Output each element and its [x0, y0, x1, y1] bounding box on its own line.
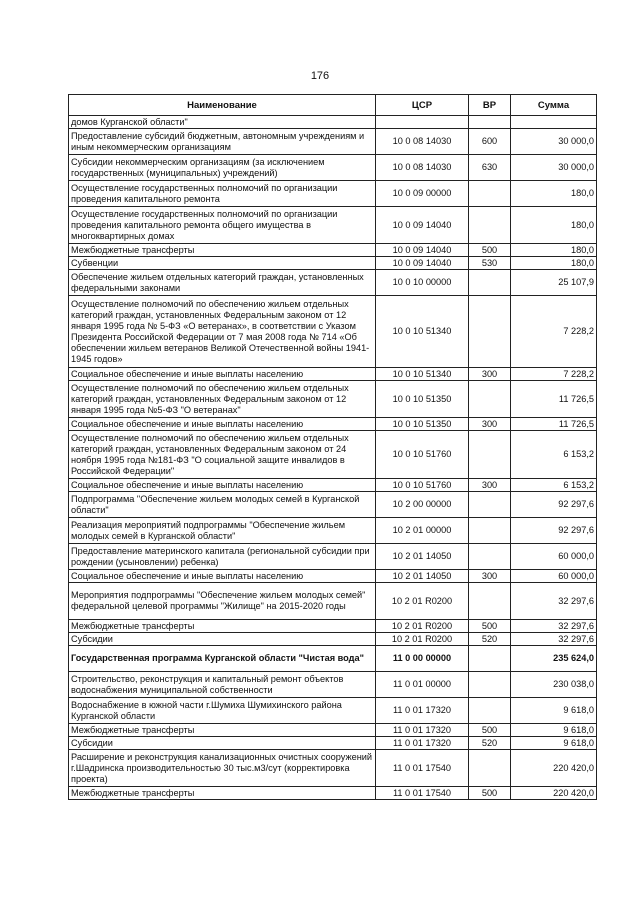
row-name: Реализация мероприятий подпрограммы "Обеспечение жильем молодых семей в Курганской области" [69, 518, 376, 544]
row-sum: 60 000,0 [511, 544, 597, 570]
row-csr: 10 0 09 14040 [376, 244, 469, 257]
table-row [69, 116, 597, 129]
row-csr: 10 0 10 51760 [376, 479, 469, 492]
row-name: Субсидии [69, 737, 376, 750]
row-name: Строительство, реконструкция и капитальный ремонт объектов водоснабжения муниципальной собственности [69, 672, 376, 698]
row-sum: 11 726,5 [511, 381, 597, 418]
row-csr: 11 0 01 17320 [376, 737, 469, 750]
row-vr [469, 296, 511, 368]
table-row [69, 270, 597, 296]
row-name: Осуществление государственных полномочий по организации проведения капитального ремонта [69, 181, 376, 207]
table-row [69, 257, 597, 270]
row-name: Субсидии некоммерческим организациям (за исключением государственных (муниципальных) учреждений) [69, 155, 376, 181]
table-row [69, 492, 597, 518]
table-row [69, 518, 597, 544]
row-sum: 180,0 [511, 244, 597, 257]
row-csr: 10 0 10 51350 [376, 381, 469, 418]
row-sum: 6 153,2 [511, 479, 597, 492]
row-vr [469, 492, 511, 518]
table-header-row [69, 95, 597, 116]
row-sum: 32 297,6 [511, 633, 597, 646]
row-csr: 10 2 01 R0200 [376, 620, 469, 633]
table-row [69, 570, 597, 583]
budget-table [68, 94, 597, 800]
row-csr: 10 2 00 00000 [376, 492, 469, 518]
table-row [69, 244, 597, 257]
table-row [69, 368, 597, 381]
row-csr: 11 0 01 17540 [376, 787, 469, 800]
table-row [69, 381, 597, 418]
row-name: Социальное обеспечение и иные выплаты населению [69, 368, 376, 381]
row-vr: 300 [469, 418, 511, 431]
row-csr: 10 0 10 51760 [376, 431, 469, 479]
row-name: Подпрограмма "Обеспечение жильем молодых семей в Курганской области" [69, 492, 376, 518]
table-row [69, 672, 597, 698]
row-sum: 7 228,2 [511, 368, 597, 381]
row-name: Государственная программа Курганской области "Чистая вода" [69, 646, 376, 672]
table-row [69, 583, 597, 620]
row-csr: 10 0 08 14030 [376, 155, 469, 181]
row-sum: 32 297,6 [511, 620, 597, 633]
header-csr: ЦСР [376, 95, 469, 116]
row-vr: 600 [469, 129, 511, 155]
row-sum: 32 297,6 [511, 583, 597, 620]
row-csr: 10 0 08 14030 [376, 129, 469, 155]
row-vr [469, 518, 511, 544]
table-row [69, 129, 597, 155]
row-csr: 10 2 01 R0200 [376, 583, 469, 620]
row-vr: 500 [469, 244, 511, 257]
row-vr: 530 [469, 257, 511, 270]
table-row [69, 431, 597, 479]
row-vr: 520 [469, 737, 511, 750]
row-vr: 630 [469, 155, 511, 181]
table-row [69, 787, 597, 800]
row-name: Межбюджетные трансферты [69, 724, 376, 737]
row-name: домов Курганской области" [69, 116, 376, 129]
row-csr: 10 2 01 14050 [376, 544, 469, 570]
row-sum: 180,0 [511, 207, 597, 244]
row-name: Осуществление полномочий по обеспечению жильем отдельных категорий граждан, установленных Федеральным законом от 24 ноября 1995 года №181-ФЗ "О социальной защите инвалидов в Российской Федерации" [69, 431, 376, 479]
table-body [69, 116, 597, 800]
row-csr: 11 0 01 17320 [376, 698, 469, 724]
row-sum [511, 116, 597, 129]
row-name: Субвенции [69, 257, 376, 270]
row-name: Межбюджетные трансферты [69, 787, 376, 800]
row-vr: 500 [469, 724, 511, 737]
row-vr [469, 646, 511, 672]
row-sum: 25 107,9 [511, 270, 597, 296]
row-vr [469, 698, 511, 724]
row-sum: 6 153,2 [511, 431, 597, 479]
row-vr [469, 750, 511, 787]
row-csr: 11 0 00 00000 [376, 646, 469, 672]
row-csr: 10 0 10 00000 [376, 270, 469, 296]
row-csr: 10 0 09 14040 [376, 207, 469, 244]
table-row [69, 207, 597, 244]
table-row [69, 544, 597, 570]
row-sum: 92 297,6 [511, 518, 597, 544]
row-vr [469, 270, 511, 296]
row-sum: 180,0 [511, 257, 597, 270]
table-row [69, 724, 597, 737]
row-csr: 11 0 01 17540 [376, 750, 469, 787]
table-row [69, 418, 597, 431]
row-name: Субсидии [69, 633, 376, 646]
row-sum: 9 618,0 [511, 724, 597, 737]
row-name: Расширение и реконструкция канализационных очистных сооружений г.Шадринска производительностью 30 тыс.м3/сут (корректировка проекта) [69, 750, 376, 787]
row-vr [469, 583, 511, 620]
row-name: Осуществление полномочий по обеспечению жильем отдельных категорий граждан, установленных Федеральным законом от 12 января 1995 года №5-ФЗ "О ветеранах" [69, 381, 376, 418]
row-vr [469, 207, 511, 244]
row-name: Мероприятия подпрограммы "Обеспечение жильем молодых семей" федеральной целевой программы "Жилище" на 2015-2020 годы [69, 583, 376, 620]
table-row [69, 479, 597, 492]
row-csr: 10 2 01 R0200 [376, 633, 469, 646]
page-number: 176 [310, 70, 330, 82]
row-csr: 10 0 09 00000 [376, 181, 469, 207]
table-row [69, 750, 597, 787]
table-row [69, 296, 597, 368]
row-name: Межбюджетные трансферты [69, 244, 376, 257]
row-sum: 9 618,0 [511, 698, 597, 724]
row-sum: 235 624,0 [511, 646, 597, 672]
row-sum: 7 228,2 [511, 296, 597, 368]
row-vr: 300 [469, 479, 511, 492]
row-vr [469, 181, 511, 207]
row-sum: 220 420,0 [511, 787, 597, 800]
row-csr: 10 0 10 51340 [376, 296, 469, 368]
header-name: Наименование [69, 95, 376, 116]
header-vr: ВР [469, 95, 511, 116]
row-vr: 520 [469, 633, 511, 646]
row-sum: 230 038,0 [511, 672, 597, 698]
row-sum: 11 726,5 [511, 418, 597, 431]
row-vr: 500 [469, 787, 511, 800]
row-sum: 92 297,6 [511, 492, 597, 518]
row-name: Водоснабжение в южной части г.Шумиха Шумихинского района Курганской области [69, 698, 376, 724]
row-vr [469, 381, 511, 418]
table-row [69, 620, 597, 633]
row-csr: 10 2 01 00000 [376, 518, 469, 544]
row-vr [469, 431, 511, 479]
row-sum: 9 618,0 [511, 737, 597, 750]
row-name: Осуществление полномочий по обеспечению жильем отдельных категорий граждан, установленных Федеральным законом от 12 января 1995 года № 5-ФЗ «О ветеранах», в соответствии с Указом Президента Российской Федерации от 7 мая 2008 года № 714 «Об обеспечении жильем ветеранов Великой Отечественной войны 1941-1945 годов» [69, 296, 376, 368]
row-sum: 30 000,0 [511, 155, 597, 181]
row-csr: 10 2 01 14050 [376, 570, 469, 583]
table-row [69, 737, 597, 750]
table-row [69, 155, 597, 181]
table-row [69, 646, 597, 672]
row-vr [469, 672, 511, 698]
row-name: Социальное обеспечение и иные выплаты населению [69, 570, 376, 583]
row-vr [469, 544, 511, 570]
row-vr: 500 [469, 620, 511, 633]
row-vr: 300 [469, 368, 511, 381]
row-csr: 11 0 01 00000 [376, 672, 469, 698]
row-vr: 300 [469, 570, 511, 583]
table-row [69, 181, 597, 207]
row-sum: 30 000,0 [511, 129, 597, 155]
table-row [69, 633, 597, 646]
row-csr: 10 0 10 51350 [376, 418, 469, 431]
row-name: Предоставление материнского капитала (региональной субсидии при рождении (усыновлении) ребенка) [69, 544, 376, 570]
row-csr: 10 0 09 14040 [376, 257, 469, 270]
row-sum: 180,0 [511, 181, 597, 207]
row-sum: 220 420,0 [511, 750, 597, 787]
header-sum: Сумма [511, 95, 597, 116]
row-csr [376, 116, 469, 129]
row-name: Осуществление государственных полномочий по организации проведения капитального ремонта общего имущества в многоквартирных домах [69, 207, 376, 244]
row-name: Социальное обеспечение и иные выплаты населению [69, 479, 376, 492]
row-name: Обеспечение жильем отдельных категорий граждан, установленных федеральными законами [69, 270, 376, 296]
row-csr: 10 0 10 51340 [376, 368, 469, 381]
row-csr: 11 0 01 17320 [376, 724, 469, 737]
row-sum: 60 000,0 [511, 570, 597, 583]
row-name: Предоставление субсидий бюджетным, автономным учреждениям и иным некоммерческим организациям [69, 129, 376, 155]
row-name: Межбюджетные трансферты [69, 620, 376, 633]
table-row [69, 698, 597, 724]
row-name: Социальное обеспечение и иные выплаты населению [69, 418, 376, 431]
row-vr [469, 116, 511, 129]
